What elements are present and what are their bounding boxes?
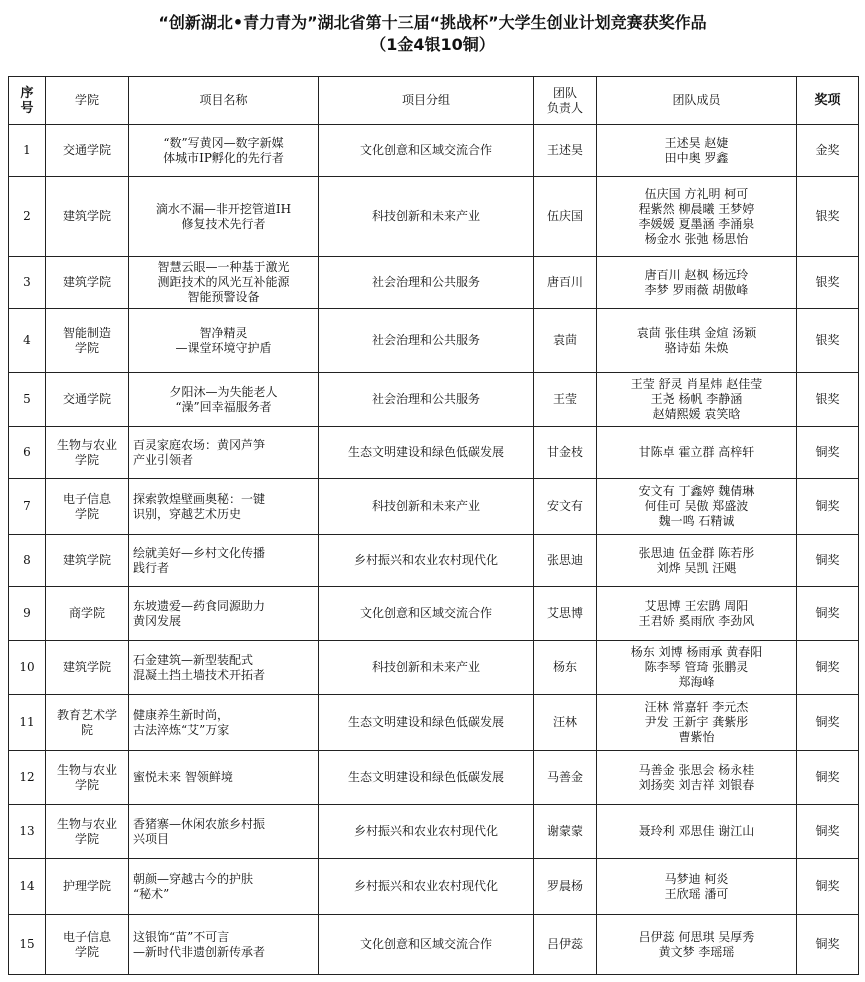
table-row — [9, 751, 859, 805]
cell-leader: 汪林 — [534, 695, 597, 751]
cell-group: 文化创意和区域交流合作 — [319, 125, 534, 177]
header-group: 项目分组 — [319, 77, 534, 125]
table-row — [9, 479, 859, 535]
header-award: 奖项 — [797, 77, 859, 125]
cell-members: 唐百川 赵枫 杨远玲 李梦 罗雨薇 胡傲峰 — [597, 257, 797, 309]
cell-school: 交通学院 — [46, 373, 129, 427]
cell-members: 艾思博 王宏鹍 周阳 王君娇 奚雨欣 李劲风 — [597, 587, 797, 641]
cell-group: 乡村振兴和农业农村现代化 — [319, 859, 534, 915]
cell-group: 社会治理和公共服务 — [319, 373, 534, 427]
cell-school: 生物与农业 学院 — [46, 805, 129, 859]
cell-project: 夕阳沐—为失能老人 “澡”回幸福服务者 — [129, 373, 319, 427]
cell-leader: 王述昊 — [534, 125, 597, 177]
cell-project: 这银饰“苗”不可言 —新时代非遗创新传承者 — [129, 915, 319, 975]
cell-award: 铜奖 — [797, 859, 859, 915]
cell-school: 生物与农业 学院 — [46, 751, 129, 805]
cell-school: 建筑学院 — [46, 641, 129, 695]
cell-award: 银奖 — [797, 309, 859, 373]
cell-no: 6 — [9, 427, 46, 479]
cell-members: 甘陈卓 霍立群 高梓轩 — [597, 427, 797, 479]
cell-members: 张思迪 伍金群 陈若彤 刘烨 吴凯 汪飓 — [597, 535, 797, 587]
cell-group: 社会治理和公共服务 — [319, 257, 534, 309]
table-row — [9, 859, 859, 915]
cell-project: 智净精灵 —课堂环境守护盾 — [129, 309, 319, 373]
awards-table — [8, 76, 859, 975]
table-row — [9, 915, 859, 975]
cell-group: 文化创意和区域交流合作 — [319, 915, 534, 975]
cell-project: 蜜悦未来 智领鲜境 — [129, 751, 319, 805]
cell-no: 14 — [9, 859, 46, 915]
cell-leader: 王莹 — [534, 373, 597, 427]
cell-leader: 安文有 — [534, 479, 597, 535]
cell-members: 袁茴 张佳琪 金煊 汤颖 骆诗茹 朱焕 — [597, 309, 797, 373]
header-school: 学院 — [46, 77, 129, 125]
cell-school: 商学院 — [46, 587, 129, 641]
cell-school: 护理学院 — [46, 859, 129, 915]
cell-group: 生态文明建设和绿色低碳发展 — [319, 695, 534, 751]
header-project: 项目名称 — [129, 77, 319, 125]
cell-leader: 吕伊蕊 — [534, 915, 597, 975]
cell-group: 社会治理和公共服务 — [319, 309, 534, 373]
cell-group: 科技创新和未来产业 — [319, 641, 534, 695]
cell-no: 1 — [9, 125, 46, 177]
cell-award: 金奖 — [797, 125, 859, 177]
cell-members: 汪林 常嘉轩 李元杰 尹发 王新宇 龚紫彤 曹紫怡 — [597, 695, 797, 751]
cell-group: 科技创新和未来产业 — [319, 177, 534, 257]
cell-members: 吕伊蕊 何思琪 吴厚秀 黄文梦 李瑶瑶 — [597, 915, 797, 975]
cell-award: 铜奖 — [797, 587, 859, 641]
table-row — [9, 373, 859, 427]
cell-no: 5 — [9, 373, 46, 427]
cell-award: 铜奖 — [797, 695, 859, 751]
table-row — [9, 257, 859, 309]
cell-group: 乡村振兴和农业农村现代化 — [319, 535, 534, 587]
table-row — [9, 535, 859, 587]
table-row — [9, 587, 859, 641]
cell-members: 聂玲利 邓思佳 谢江山 — [597, 805, 797, 859]
cell-school: 建筑学院 — [46, 177, 129, 257]
table-row — [9, 427, 859, 479]
cell-project: 智慧云眼—一种基于激光 测距技术的风光互补能源 智能预警设备 — [129, 257, 319, 309]
cell-members: 马善金 张思会 杨永桂 刘扬奕 刘吉祥 刘银春 — [597, 751, 797, 805]
cell-award: 铜奖 — [797, 915, 859, 975]
table-row — [9, 805, 859, 859]
cell-leader: 谢蒙蒙 — [534, 805, 597, 859]
cell-school: 生物与农业 学院 — [46, 427, 129, 479]
cell-project: 健康养生新时尚， 古法淬炼“艾”万家 — [129, 695, 319, 751]
cell-members: 安文有 丁鑫婷 魏倩琳 何佳可 吴傲 郑盛波 魏一鸣 石精诚 — [597, 479, 797, 535]
header-no: 序 号 — [9, 77, 46, 125]
cell-award: 铜奖 — [797, 751, 859, 805]
cell-project: 朝颜—穿越古今的护肤 “秘术” — [129, 859, 319, 915]
cell-project: 东坡遗爱—药食同源助力 黄冈发展 — [129, 587, 319, 641]
cell-award: 铜奖 — [797, 479, 859, 535]
cell-no: 12 — [9, 751, 46, 805]
page-title — [0, 0, 865, 52]
cell-award: 银奖 — [797, 177, 859, 257]
header-leader: 团队 负责人 — [534, 77, 597, 125]
cell-leader: 艾思博 — [534, 587, 597, 641]
cell-no: 2 — [9, 177, 46, 257]
cell-project: 滴水不漏—非开挖管道IH 修复技术先行者 — [129, 177, 319, 257]
cell-leader: 甘金枝 — [534, 427, 597, 479]
cell-school: 建筑学院 — [46, 535, 129, 587]
cell-leader: 伍庆国 — [534, 177, 597, 257]
cell-no: 15 — [9, 915, 46, 975]
cell-members: 杨东 刘博 杨雨承 黄春阳 陈李琴 管琦 张鹏灵 郑海峰 — [597, 641, 797, 695]
cell-leader: 袁茴 — [534, 309, 597, 373]
cell-project: “数”写黄冈—数字新媒 体城市IP孵化的先行者 — [129, 125, 319, 177]
table-row — [9, 125, 859, 177]
cell-leader: 杨东 — [534, 641, 597, 695]
cell-project: 百灵家庭农场：黄冈芦笋 产业引领者 — [129, 427, 319, 479]
cell-group: 文化创意和区域交流合作 — [319, 587, 534, 641]
cell-group: 科技创新和未来产业 — [319, 479, 534, 535]
cell-group: 生态文明建设和绿色低碳发展 — [319, 427, 534, 479]
cell-leader: 张思迪 — [534, 535, 597, 587]
table-row — [9, 641, 859, 695]
cell-no: 8 — [9, 535, 46, 587]
cell-school: 建筑学院 — [46, 257, 129, 309]
cell-group: 生态文明建设和绿色低碳发展 — [319, 751, 534, 805]
cell-school: 教育艺术学 院 — [46, 695, 129, 751]
cell-no: 10 — [9, 641, 46, 695]
cell-leader: 唐百川 — [534, 257, 597, 309]
cell-award: 铜奖 — [797, 641, 859, 695]
cell-members: 王莹 舒灵 肖星炜 赵佳莹 王尧 杨帆 李静涵 赵婧熙媛 袁笑晗 — [597, 373, 797, 427]
cell-school: 电子信息 学院 — [46, 915, 129, 975]
cell-award: 铜奖 — [797, 427, 859, 479]
cell-award: 铜奖 — [797, 535, 859, 587]
cell-school: 交通学院 — [46, 125, 129, 177]
cell-school: 智能制造 学院 — [46, 309, 129, 373]
cell-leader: 马善金 — [534, 751, 597, 805]
table-row — [9, 177, 859, 257]
cell-no: 11 — [9, 695, 46, 751]
cell-members: 伍庆国 方礼明 柯可 程紫然 柳晨曦 王梦婷 李媛媛 夏墨涵 李涌泉 杨金水 张弛 杨思怡 — [597, 177, 797, 257]
cell-no: 13 — [9, 805, 46, 859]
cell-no: 9 — [9, 587, 46, 641]
cell-project: 石金建筑—新型装配式 混凝土挡土墙技术开拓者 — [129, 641, 319, 695]
cell-leader: 罗晨杨 — [534, 859, 597, 915]
cell-members: 王述昊 赵婕 田中奥 罗鑫 — [597, 125, 797, 177]
cell-award: 银奖 — [797, 373, 859, 427]
title-line-2: （1金4银10铜） — [370, 35, 495, 54]
cell-members: 马梦迪 柯炎 王欣瑶 潘可 — [597, 859, 797, 915]
table-row — [9, 309, 859, 373]
cell-project: 香猪寨—休闲农旅乡村振 兴项目 — [129, 805, 319, 859]
cell-award: 铜奖 — [797, 805, 859, 859]
header-members: 团队成员 — [597, 77, 797, 125]
title-line-1: “创新湖北•青力青为”湖北省第十三届“挑战杯”大学生创业计划竞赛获奖作品 — [158, 13, 707, 32]
cell-group: 乡村振兴和农业农村现代化 — [319, 805, 534, 859]
header-row — [9, 77, 859, 125]
cell-award: 银奖 — [797, 257, 859, 309]
cell-project: 绘就美好—乡村文化传播 践行者 — [129, 535, 319, 587]
table-row — [9, 695, 859, 751]
cell-school: 电子信息 学院 — [46, 479, 129, 535]
cell-no: 3 — [9, 257, 46, 309]
cell-project: 探索敦煌壁画奥秘：一键 识别，穿越艺术历史 — [129, 479, 319, 535]
cell-no: 7 — [9, 479, 46, 535]
cell-no: 4 — [9, 309, 46, 373]
